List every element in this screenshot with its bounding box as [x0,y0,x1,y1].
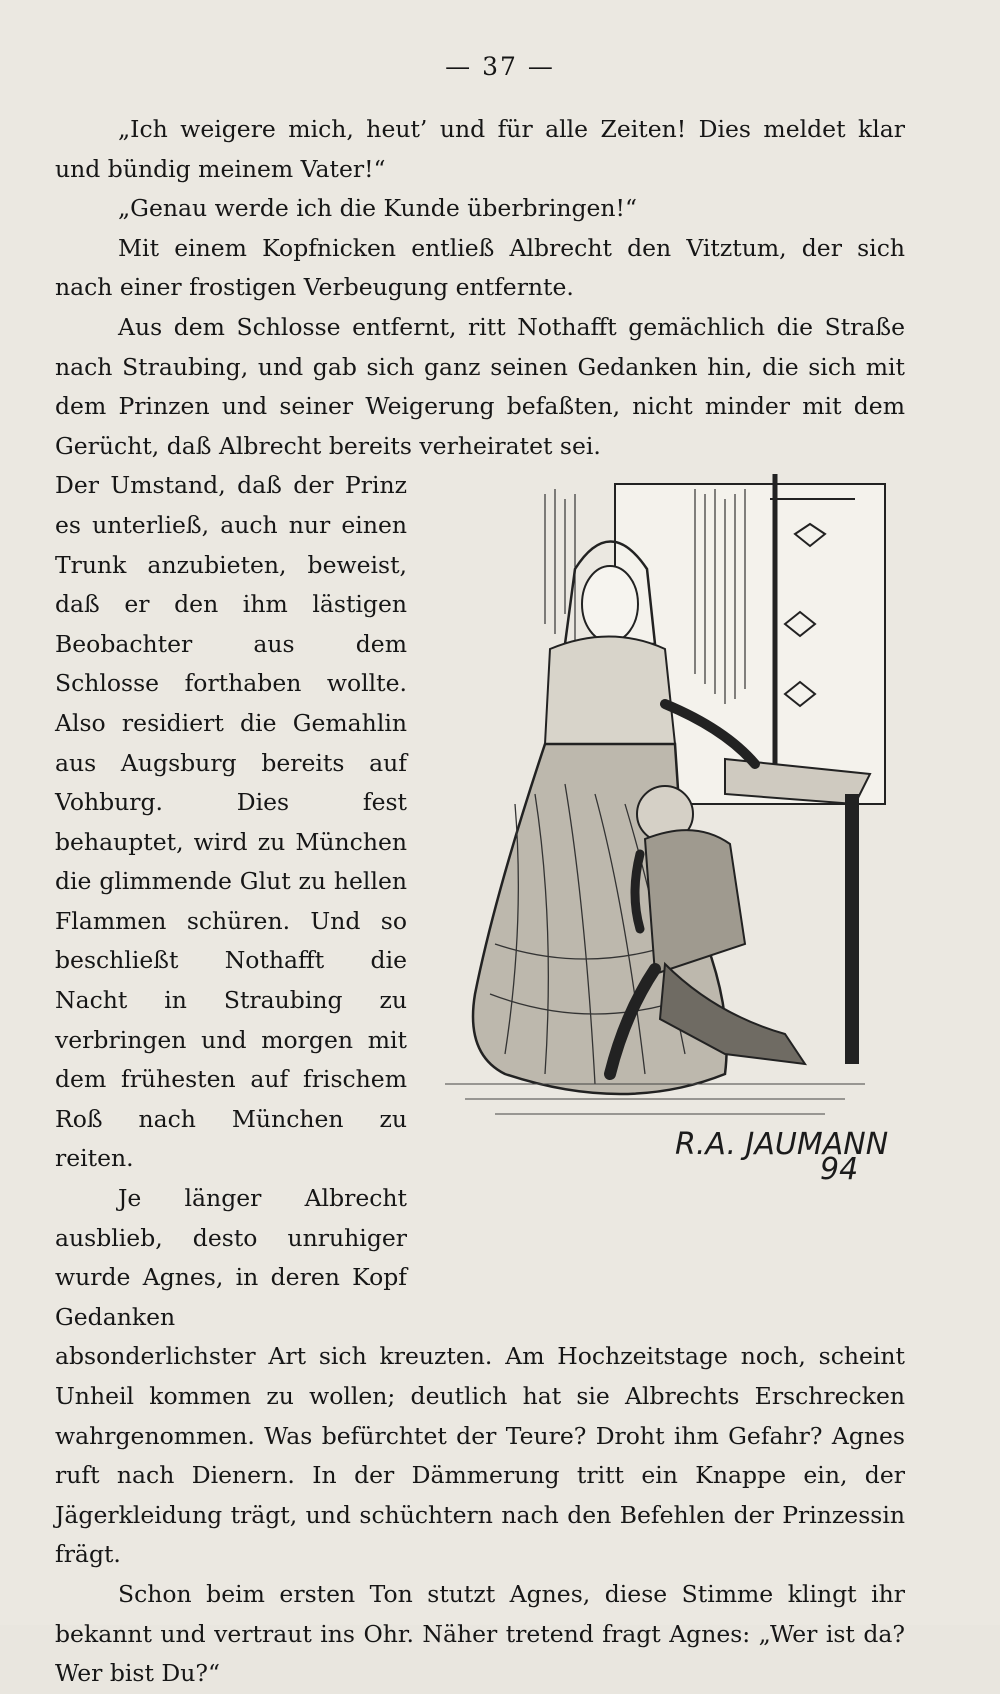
paragraph-8: Schon beim ersten Ton stutzt Agnes, diese Stimme klingt ihr bekannt und vertraut ins Ohr. Näher tretend fragt Agnes: „Wer ist da? Wer bist Du?“ [55,1579,905,1688]
illustration-signature: R.A. JAUMANN [675,1127,889,1163]
left-column [55,466,407,1337]
illustration-signature-year: 94 [820,1152,859,1185]
paragraph-5: Der Umstand, daß der Prinz es unterließ, auch nur einen Trunk anzubieten, beweist, daß er den ihm lästigen Beobachter aus dem Schlosse forthaben wollte. Also residiert die Gemahlin aus Augsburg bereits auf Vohburg. Dies fest behauptet, wird zu München die glimmende Glut zu hellen Flammen schüren. Und so beschließt Nothafft die Nacht in Straubing zu verbringen und morgen mit dem frühesten auf frischem Roß nach München zu reiten. [55,471,407,1173]
paragraph-6: Je länger Albrecht ausblieb, desto unruhiger wurde Agnes, in deren Kopf Gedanken [55,1184,407,1331]
text-with-illustration [55,466,905,1337]
paragraph-3: Mit einem Kopfnicken entließ Albrecht den Vitztum, der sich nach einer frostigen Verbeugung entfernte. [55,233,905,302]
paragraph-4: Aus dem Schlosse entfernt, ritt Nothafft gemächlich die Straße nach Straubing, und gab sich ganz seinen Gedanken hin, die sich mit dem Prinzen und seiner Weigerung befaßten, nicht minder mit dem Gerücht, daß Albrecht bereits verheiratet sei. [55,312,905,460]
illustration [425,474,895,1184]
page-text [55,110,905,1694]
paragraph-7: absonderlichster Art sich kreuzten. Am Hochzeitstage noch, scheint Unheil kommen zu wollen; deutlich hat sie Albrechts Erschrecken wahrgenommen. Was befürchtet der Teure? Droht ihm Gefahr? Agnes ruft nach Dienern. In der Dämmerung tritt ein Knappe ein, der Jägerkleidung trägt, und schüchtern nach den Befehlen der Prinzessin frägt. [55,1342,905,1569]
paragraph-2: „Genau werde ich die Kunde überbringen!“ [118,194,638,223]
illustration-drawing [425,474,895,1184]
paragraph-1: „Ich weigere mich, heut’ und für alle Zeiten! Dies meldet klar und bündig meinem Vater!“ [55,115,905,183]
page-number: — 37 — [445,52,555,81]
